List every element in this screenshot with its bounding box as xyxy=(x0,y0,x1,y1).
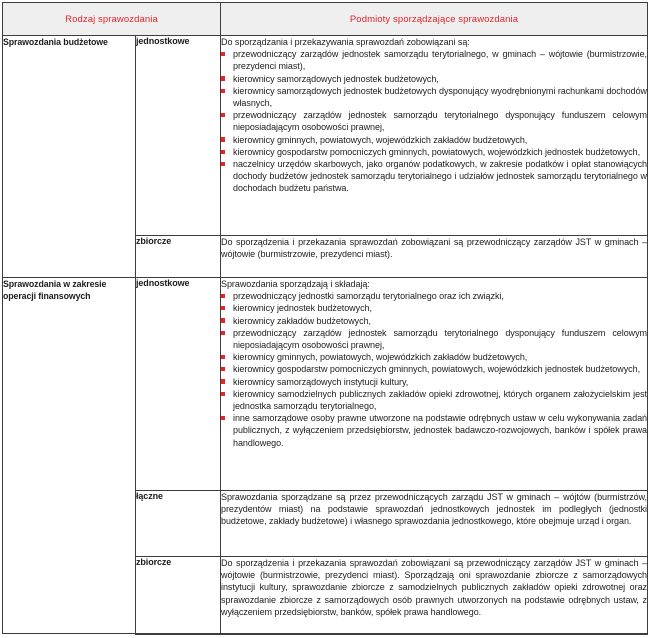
column-header-preparing-entities: Podmioty sporządzające sprawozdania xyxy=(221,3,648,36)
section-title-financial-operations-reports: Sprawozdania w zakresie operacji finansowych xyxy=(3,278,136,634)
table-row xyxy=(3,36,648,236)
column-header-report-type: Rodzaj sprawozdania xyxy=(3,3,221,36)
bullet-icon xyxy=(221,416,225,420)
list-item xyxy=(233,48,647,72)
list-item-text: kierownicy gminnych, powiatowych, wojewódzkich zakładów budżetowych, xyxy=(233,134,528,145)
list-item xyxy=(233,85,647,109)
bullet-icon xyxy=(221,76,225,80)
bullet-icon xyxy=(221,137,225,141)
list-item-text: kierownicy zakładów budżetowych, xyxy=(233,315,371,326)
list-item xyxy=(233,134,647,146)
report-kind-label: zbiorcze xyxy=(136,557,221,634)
entities-cell xyxy=(221,236,648,278)
bullet-icon xyxy=(221,379,225,383)
list-item-text: kierownicy gospodarstw pomocniczych gminnych, powiatowych, wojewódzkich jednostek budżetowych, xyxy=(233,146,641,157)
list-item-text: naczelnicy urzędów skarbowych, jako organów podatkowych, w zakresie podatków i opłat stanowiących dochody budżetów jednostek samorządu terytorialnego i udziałów jednostek samorządu terytorialnego w dochodach budżetu państwa. xyxy=(233,159,647,194)
report-kind-label: jednostkowe xyxy=(136,36,221,236)
list-item xyxy=(233,363,647,375)
bullet-icon xyxy=(221,331,225,335)
bullet-icon xyxy=(221,294,225,298)
entities-cell xyxy=(221,36,648,236)
list-item xyxy=(233,412,647,449)
list-item-text: kierownicy gospodarstw pomocniczych gminnych, powiatowych, wojewódzkich jednostek budżetowych, xyxy=(233,364,641,375)
report-kind-label: zbiorcze xyxy=(136,236,221,278)
list-item xyxy=(233,351,647,363)
list-item xyxy=(233,315,647,327)
list-item xyxy=(233,327,647,351)
table-row xyxy=(3,278,648,491)
list-item xyxy=(233,73,647,85)
entities-cell xyxy=(221,557,648,634)
bullet-icon xyxy=(221,355,225,359)
cell-intro-text: Sprawozdania sporządzają i składają: xyxy=(221,279,370,289)
list-item-text: przewodniczący zarządów jednostek samorządu terytorialnego dysponujący funduszem celowym nieposiadającym osobowości prawnej, xyxy=(233,327,647,351)
bullet-icon xyxy=(221,367,225,371)
bullet-icon xyxy=(221,150,225,154)
table-header-row xyxy=(3,3,648,36)
entities-cell xyxy=(221,278,648,491)
list-item-text: inne samorządowe osoby prawne utworzone na podstawie odrębnych ustaw w celu wykonywania zadań publicznych, z wyłączeniem przedsiębiorstw, jednostek badawczo-rozwojowych, banków i spółek prawa handlowego. xyxy=(233,413,647,448)
bullet-icon xyxy=(221,52,225,56)
entities-cell xyxy=(221,491,648,557)
bullet-icon xyxy=(221,318,225,322)
list-item-text: przewodniczący jednostki samorządu terytorialnego oraz ich związki, xyxy=(233,291,504,302)
list-item xyxy=(233,109,647,133)
entities-list xyxy=(221,48,647,194)
bullet-icon xyxy=(221,89,225,93)
report-kind-label: łączne xyxy=(136,491,221,557)
cell-text: Do sporządzenia i przekazania sprawozdań zobowiązani są przewodniczący zarządów JST w gminach – wójtowie (burmistrzowie, prezydenci miast). xyxy=(221,237,647,260)
report-kind-label: jednostkowe xyxy=(136,278,221,491)
list-item-text: kierownicy jednostek budżetowych, xyxy=(233,303,372,314)
list-item xyxy=(233,302,647,314)
entities-list xyxy=(221,290,647,449)
cell-text: Do sporządzenia i przekazania sprawozdań zobowiązani są przewodniczący zarządów JST w gminach – wójtowie (burmistrzowie, prezydenci miast). Sporządzają oni sprawozdanie zbiorcze z samorządowych instytucji kultury, sprawozdanie zbiorcze z samodzielnych publicznych zakładów opieki zdrowotnej oraz sprawozdanie zbiorcze z samorządowych osób prawnych utworzonych na podstawie odrębnych ustaw, z wyłączeniem przedsiębiorstw, banków, spółek prawa handlowego. xyxy=(221,558,647,617)
list-item-text: przewodniczący zarządów jednostek samorządu terytorialnego, w gminach – wójtowie (burmistrzowie, prezydenci miast), xyxy=(233,49,647,72)
list-item-text: kierownicy samorządowych jednostek budżetowych dysponujący wyodrębnionymi rachunkami dochodów własnych, xyxy=(233,85,647,109)
list-item xyxy=(233,158,647,195)
list-item-text: kierownicy samorządowych jednostek budżetowych, xyxy=(233,73,439,84)
bullet-icon xyxy=(221,392,225,396)
list-item xyxy=(233,146,647,158)
list-item xyxy=(233,290,647,302)
cell-intro-text: Do sporządzania i przekazywania sprawozdań zobowiązani są: xyxy=(221,37,470,47)
list-item-text: przewodniczący zarządów jednostek samorządu terytorialnego dysponujący funduszem celowym nieposiadającym osobowości prawnej, xyxy=(233,110,647,133)
reports-table xyxy=(2,2,648,635)
list-item-text: kierownicy samorządowych instytucji kultury, xyxy=(233,376,409,387)
cell-text: Sprawozdania sporządzane są przez przewodniczących zarządu JST w gminach – wójtów (burmistrzów, prezydentów miast) na podstawie sprawozdań jednostkowych jednostek im podległych (jednostki budżetowe, zakłady budżetowe) i własnego sprawozdania jednostkowego, które obejmuje urząd i organ. xyxy=(221,492,647,527)
section-title-budget-reports: Sprawozdania budżetowe xyxy=(3,36,136,278)
list-item xyxy=(233,388,647,412)
bullet-icon xyxy=(221,162,225,166)
list-item-text: kierownicy gminnych, powiatowych, wojewódzkich zakładów budżetowych, xyxy=(233,352,528,363)
list-item-text: kierownicy samodzielnych publicznych zakładów opieki zdrowotnej, których organem założycielskim jest jednostka samorządu terytorialnego, xyxy=(233,388,647,412)
bullet-icon xyxy=(221,113,225,117)
bullet-icon xyxy=(221,306,225,310)
list-item xyxy=(233,376,647,388)
